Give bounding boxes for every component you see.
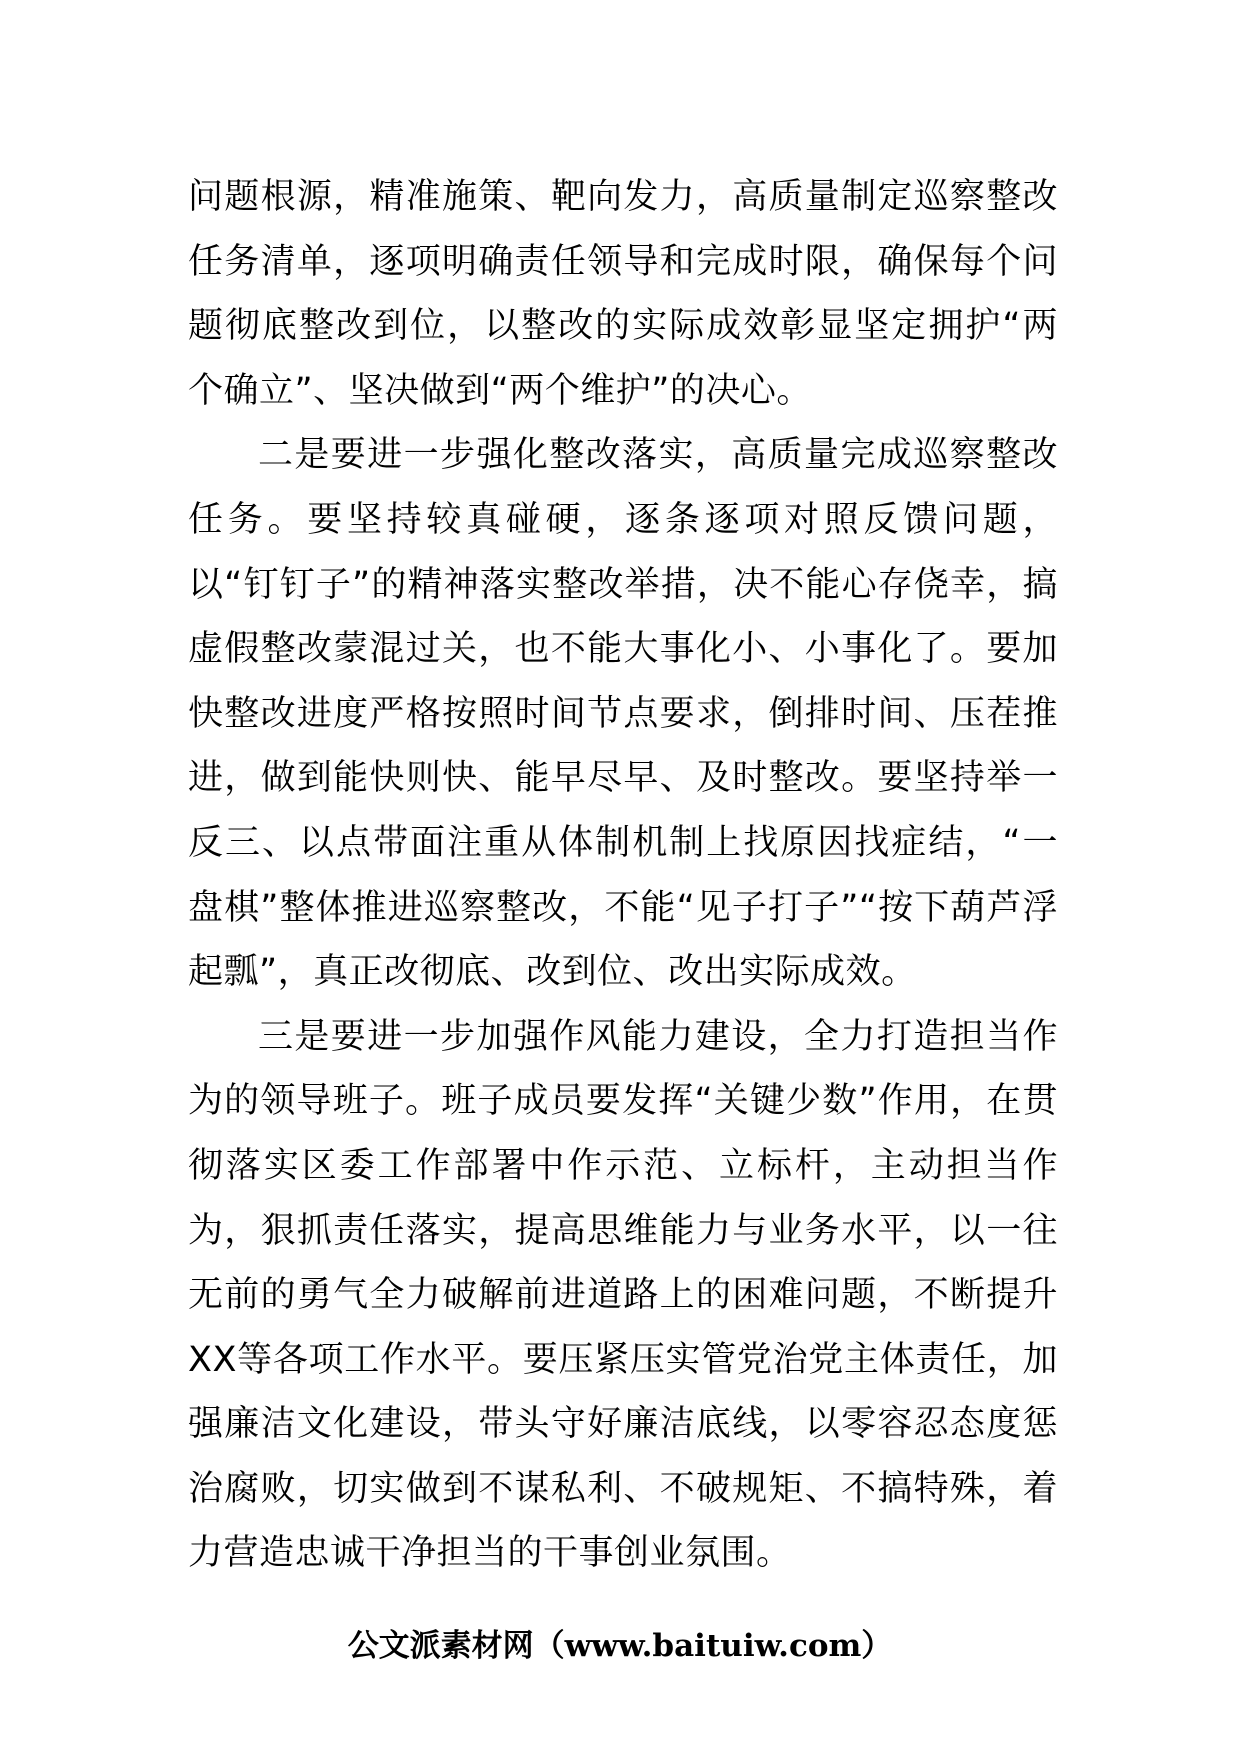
document-body (188, 165, 1058, 1586)
paragraph-work-style-capability: 三是要进一步加强作风能力建设，全力打造担当作为的领导班子。班子成员要发挥“关键少数”作用，在贯彻落实区委工作部署中作示范、立标杆，主动担当作为，狠抓责任落实，提高思维能力与业务水平，以一往无前的勇气全力破解前进道路上的困难问题，不断提升XX等各项工作水平。要压紧压实管党治党主体责任，加强廉洁文化建设，带头守好廉洁底线，以零容忍态度惩治腐败，切实做到不谋私利、不破规矩、不搞特殊，着力营造忠诚干净担当的干事创业氛围。 (188, 1016, 1058, 1574)
watermark-footer: 公文派素材网（www.baituiw.com） (347, 1628, 893, 1664)
paragraph-rectification-implementation: 二是要进一步强化整改落实，高质量完成巡察整改任务。要坚持较真碰硬，逐条逐项对照反馈问题，以“钉钉子”的精神落实整改举措，决不能心存侥幸，搞虚假整改蒙混过关，也不能大事化小、小事化了。要加快整改进度严格按照时间节点要求，倒排时间、压茬推进，做到能快则快、能早尽早、及时整改。要坚持举一反三、以点带面注重从体制机制上找原因找症结，“一盘棋”整体推进巡察整改，不能“见子打子”“按下葫芦浮起瓢”，真正改彻底、改到位、改出实际成效。 (188, 435, 1058, 993)
paragraph-problem-roots: 问题根源，精准施策、靶向发力，高质量制定巡察整改任务清单，逐项明确责任领导和完成时限，确保每个问题彻底整改到位，以整改的实际成效彰显坚定拥护“两个确立”、坚决做到“两个维护”的决心。 (188, 177, 1058, 411)
